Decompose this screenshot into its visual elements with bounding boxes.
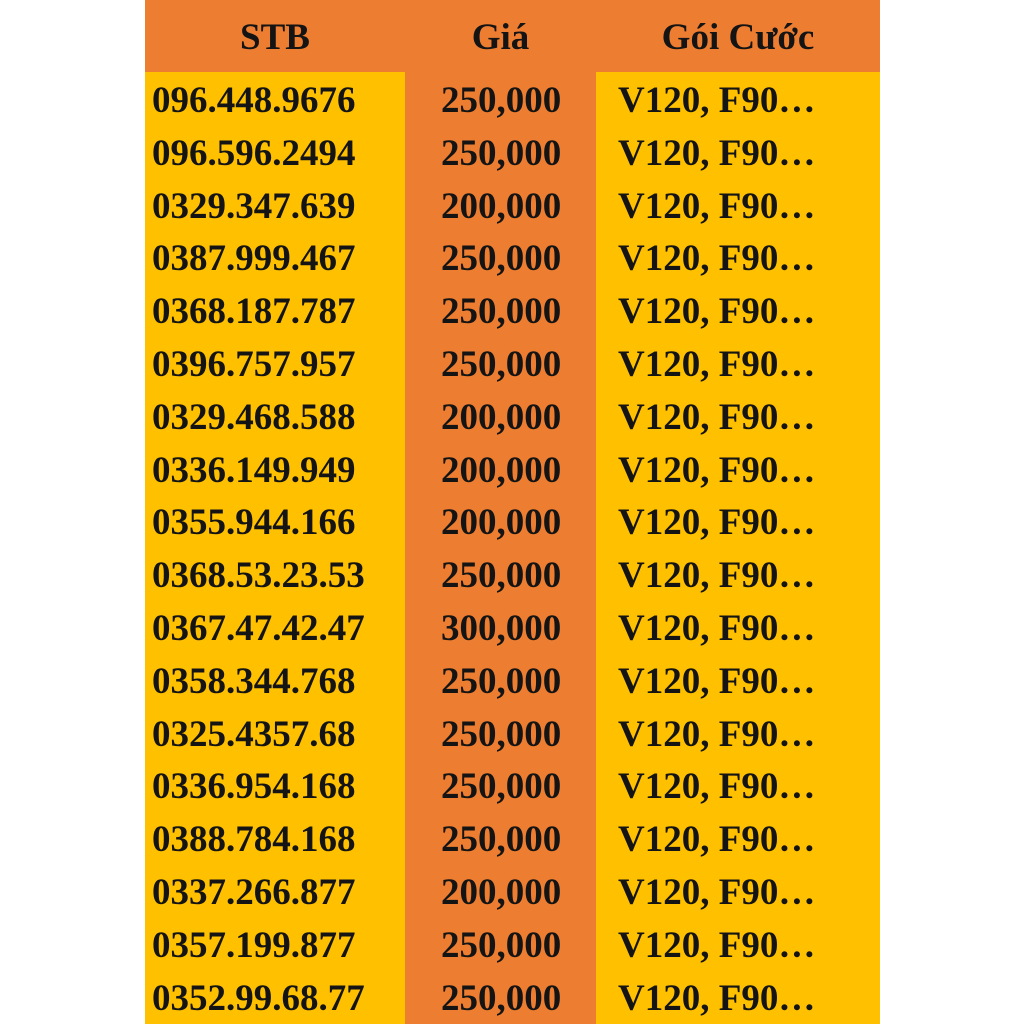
table-row [145, 600, 880, 653]
cell-goi-cuoc: V120, F90… [618, 238, 816, 280]
phone-number-price-table [145, 0, 880, 1024]
cell-goi-cuoc: V120, F90… [618, 977, 816, 1019]
cell-stb: 0367.47.42.47 [152, 607, 365, 649]
table-row [145, 758, 880, 811]
table-row [145, 283, 880, 336]
table-row [145, 230, 880, 283]
cell-stb: 0336.149.949 [152, 449, 356, 491]
cell-goi-cuoc: V120, F90… [618, 555, 816, 597]
cell-stb: 0396.757.957 [152, 343, 356, 385]
cell-stb: 0368.187.787 [152, 291, 356, 333]
cell-stb: 0388.784.168 [152, 819, 356, 861]
cell-stb: 0329.468.588 [152, 396, 356, 438]
table-row [145, 72, 880, 125]
cell-gia: 250,000 [441, 713, 562, 755]
cell-stb: 096.448.9676 [152, 80, 356, 121]
table-header [145, 0, 880, 72]
table-row [145, 970, 880, 1023]
cell-gia: 300,000 [441, 607, 562, 649]
cell-stb: 0355.944.166 [152, 502, 356, 544]
cell-gia: 250,000 [441, 291, 562, 333]
cell-gia: 200,000 [441, 396, 562, 438]
table-row [145, 811, 880, 864]
cell-stb: 0352.99.68.77 [152, 977, 365, 1019]
cell-gia: 200,000 [441, 871, 562, 913]
table-row [145, 547, 880, 600]
cell-goi-cuoc: V120, F90… [618, 291, 816, 333]
cell-goi-cuoc: V120, F90… [618, 449, 816, 491]
cell-gia: 250,000 [441, 343, 562, 385]
cell-gia: 250,000 [441, 766, 562, 808]
cell-stb: 0329.347.639 [152, 185, 356, 227]
cell-goi-cuoc: V120, F90… [618, 924, 816, 966]
cell-stb: 096.596.2494 [152, 132, 356, 174]
cell-stb: 0358.344.768 [152, 660, 356, 702]
cell-gia: 250,000 [441, 80, 562, 121]
cell-gia: 200,000 [441, 185, 562, 227]
table-row [145, 653, 880, 706]
cell-gia: 250,000 [441, 238, 562, 280]
cell-stb: 0357.199.877 [152, 924, 356, 966]
table-row [145, 706, 880, 759]
cell-goi-cuoc: V120, F90… [618, 343, 816, 385]
table-body [145, 72, 880, 1022]
cell-goi-cuoc: V120, F90… [618, 185, 816, 227]
cell-goi-cuoc: V120, F90… [618, 502, 816, 544]
cell-stb: 0337.266.877 [152, 871, 356, 913]
cell-gia: 250,000 [441, 660, 562, 702]
cell-gia: 200,000 [441, 502, 562, 544]
cell-stb: 0387.999.467 [152, 238, 356, 280]
table-row [145, 389, 880, 442]
cell-gia: 250,000 [441, 924, 562, 966]
cell-goi-cuoc: V120, F90… [618, 766, 816, 808]
cell-gia: 250,000 [441, 819, 562, 861]
table-row [145, 864, 880, 917]
cell-stb: 0325.4357.68 [152, 713, 356, 755]
cell-stb: 0336.954.168 [152, 766, 356, 808]
cell-gia: 250,000 [441, 132, 562, 174]
cell-goi-cuoc: V120, F90… [618, 132, 816, 174]
table-row [145, 917, 880, 970]
cell-stb: 0368.53.23.53 [152, 555, 365, 597]
header-goi-cuoc: Gói Cước [661, 17, 815, 58]
cell-gia: 200,000 [441, 449, 562, 491]
table-row [145, 125, 880, 178]
table-row [145, 178, 880, 231]
cell-goi-cuoc: V120, F90… [618, 819, 816, 861]
header-stb: STB [240, 17, 310, 58]
cell-goi-cuoc: V120, F90… [618, 660, 816, 702]
cell-gia: 250,000 [441, 555, 562, 597]
table-row [145, 336, 880, 389]
cell-gia: 250,000 [441, 977, 562, 1019]
cell-goi-cuoc: V120, F90… [618, 396, 816, 438]
table-row [145, 442, 880, 495]
cell-goi-cuoc: V120, F90… [618, 713, 816, 755]
cell-goi-cuoc: V120, F90… [618, 607, 816, 649]
cell-goi-cuoc: V120, F90… [618, 871, 816, 913]
table-row [145, 494, 880, 547]
header-gia: Giá [471, 17, 530, 58]
cell-goi-cuoc: V120, F90… [618, 80, 816, 121]
